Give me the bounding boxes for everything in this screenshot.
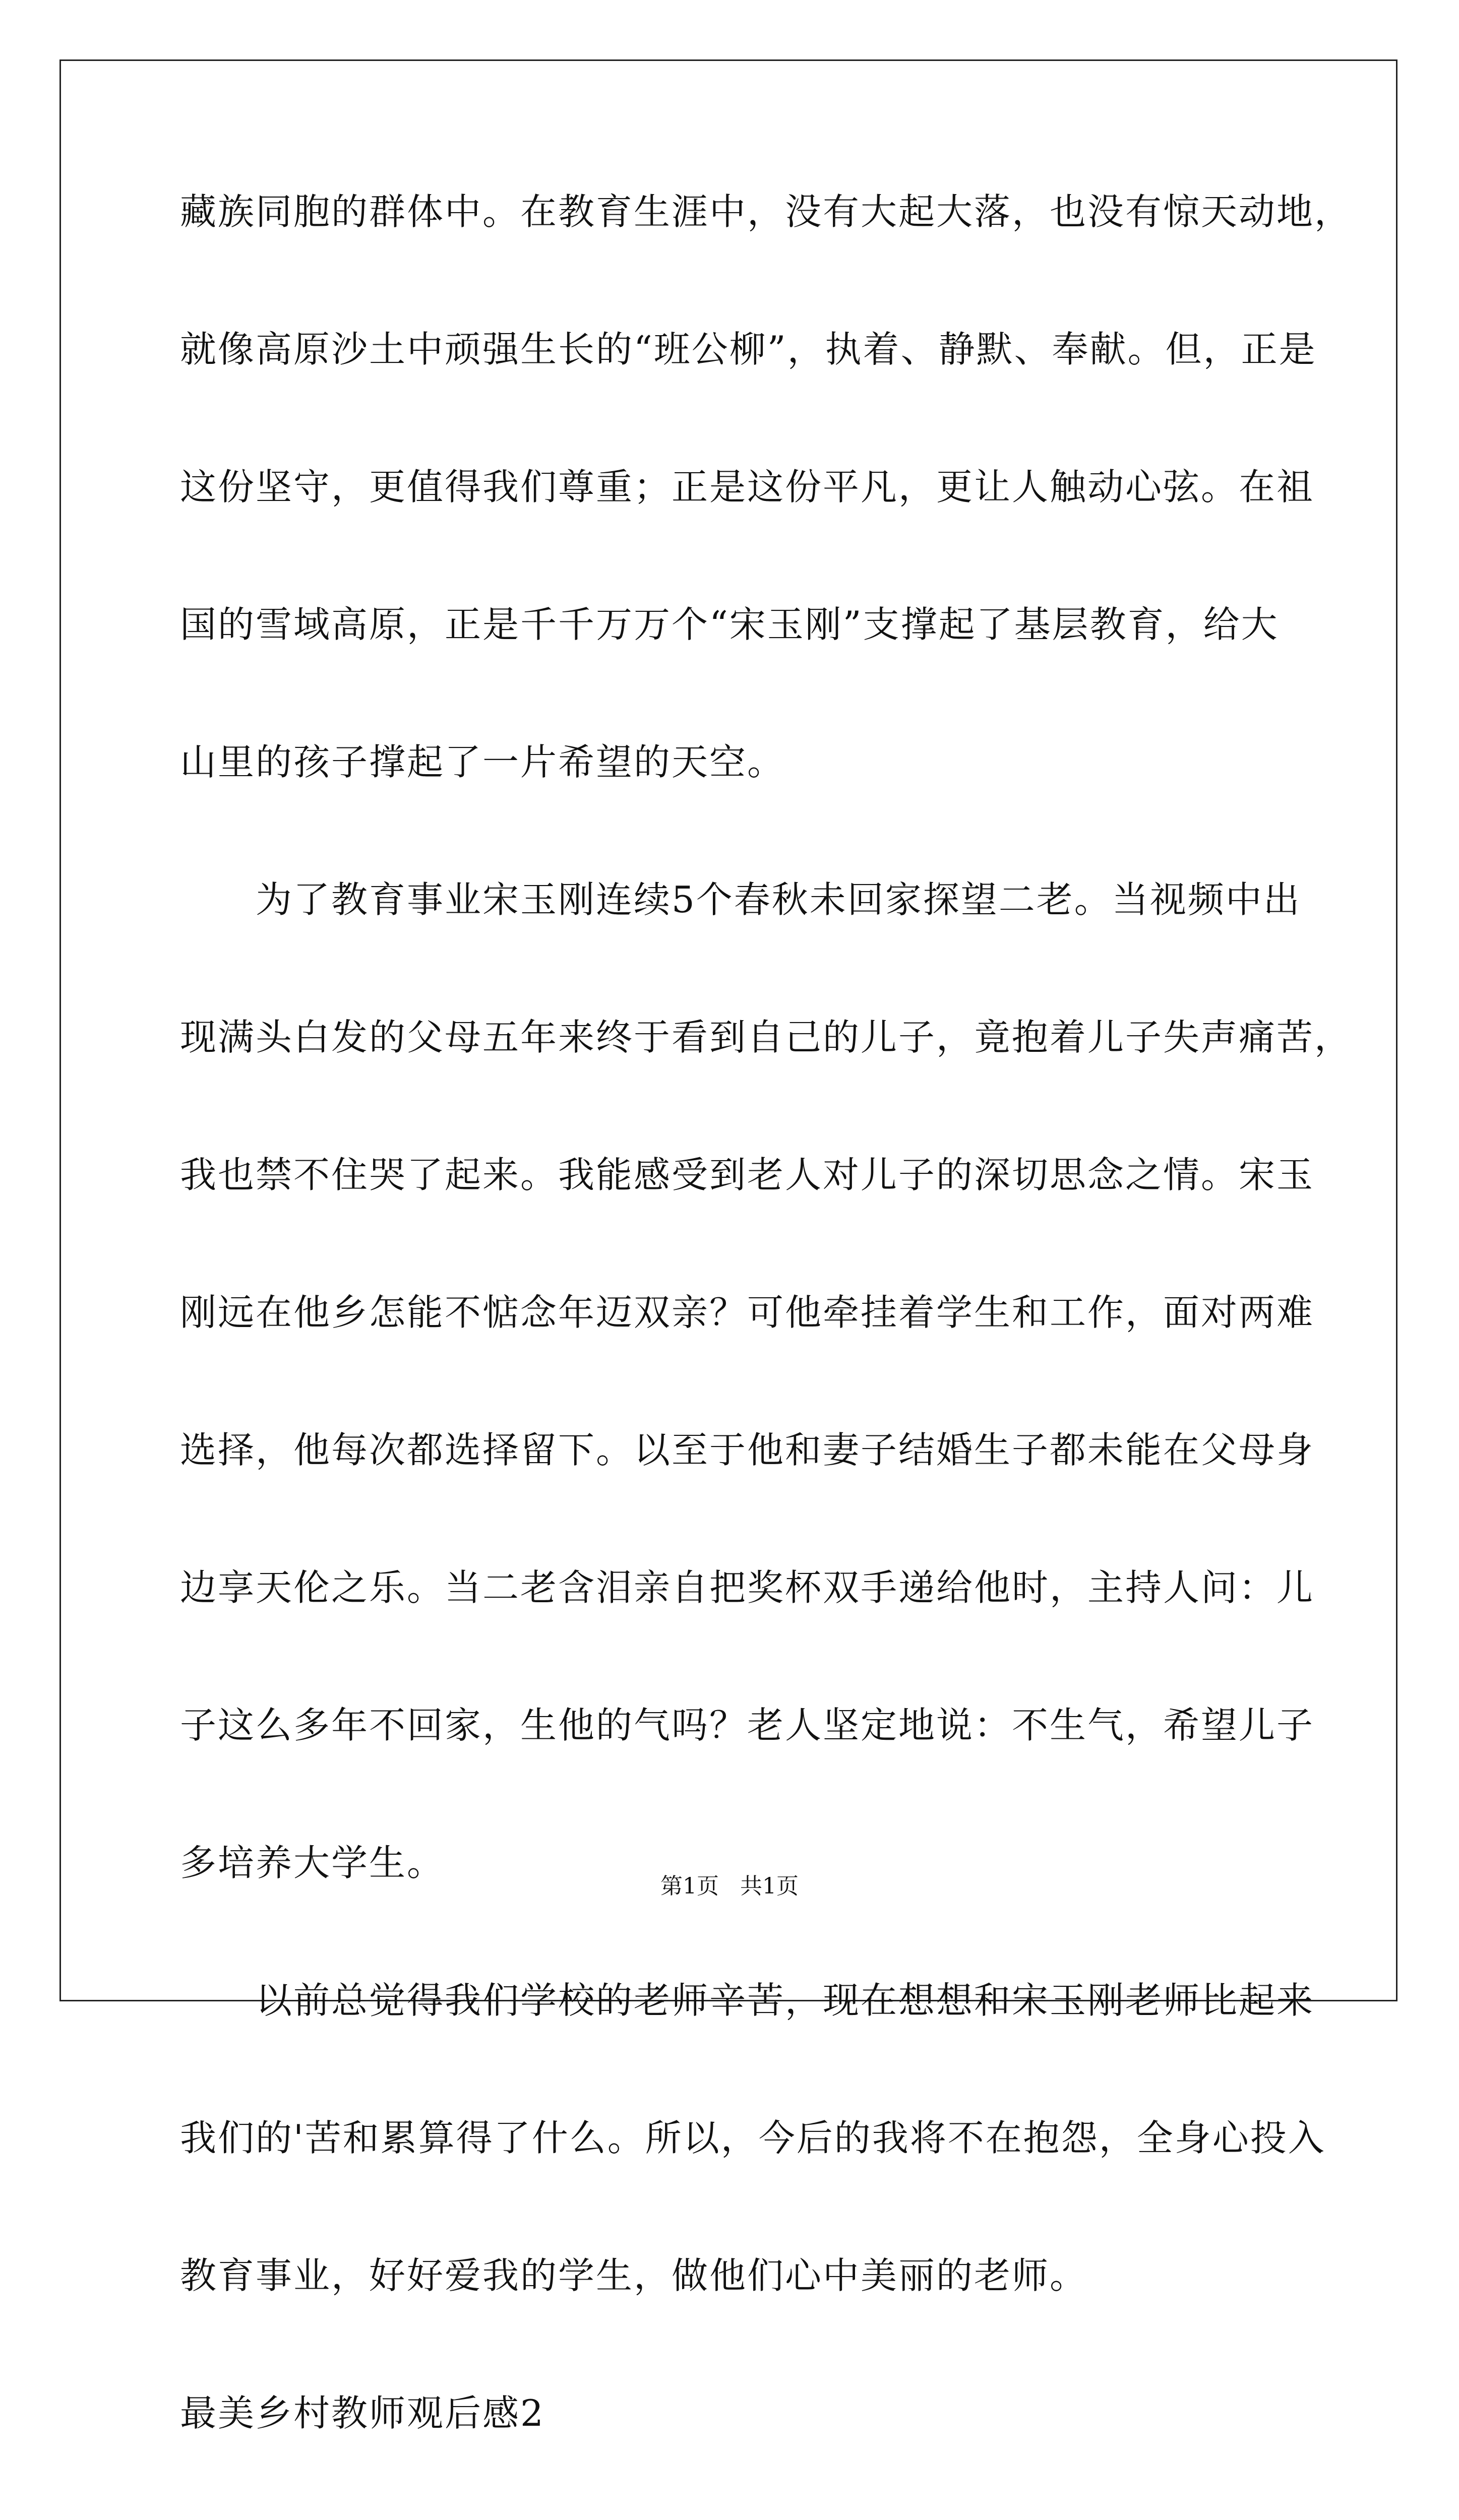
text-line: 这份坚守，更值得我们尊重；正是这份平凡，更让人触动心弦。在祖 <box>180 466 1315 508</box>
text-line: 我也禁不住哭了起来。我能感受到老人对儿子的深切思念之情。宋玉 <box>180 1154 1315 1196</box>
text-line: 就像高原沙土中顽强生长的“班公柳”，执着、静默、奉献。但，正是 <box>180 328 1317 370</box>
text-line: 藏族同胞的群体中。在教育生涯中，没有大起大落，也没有惊天动地， <box>180 191 1353 233</box>
text-line: 子这么多年不回家，生他的气吗？老人坚定地说：不生气，希望儿子 <box>180 1704 1315 1746</box>
text-line: 现满头白发的父母五年来终于看到自己的儿子，竟抱着儿子失声痛苦， <box>180 1016 1353 1058</box>
text-line: 刚远在他乡怎能不惦念年迈双亲？可他牵挂着学生和工作，面对两难 <box>180 1291 1315 1334</box>
text-line: 教育事业，好好爱我的学生，做他们心中美丽的老师。 <box>180 2254 1088 2297</box>
document-body <box>180 186 1353 2520</box>
text-line: 多培养大学生。 <box>180 1842 445 1884</box>
text-line: 边享天伦之乐。当二老含泪亲自把奖杯双手递给他时，主持人问：儿 <box>180 1566 1315 1609</box>
page-number-footer: 第1页 共1页 <box>660 1873 799 1899</box>
text-line: 国的雪域高原，正是千千万万个“宋玉刚”支撑起了基层教育，给大 <box>180 603 1279 646</box>
text-line: 我们的'苦和累算得了什么。所以，今后的我将不在抱怨，全身心投入 <box>180 2117 1326 2159</box>
section-heading: 最美乡村教师观后感2 <box>180 2392 545 2434</box>
text-line: 选择，他每次都选择留下。以至于他和妻子结婚生子都未能在父母身 <box>180 1429 1315 1471</box>
text-line: 为了教育事业宋玉刚连续5个春秋未回家探望二老。当视频中出 <box>256 878 1301 921</box>
text-line: 以前总觉得我们学校的老师辛苦，现在想想和宋玉刚老师比起来 <box>256 1979 1315 2022</box>
text-line: 山里的孩子撑起了一片希望的天空。 <box>180 741 785 783</box>
